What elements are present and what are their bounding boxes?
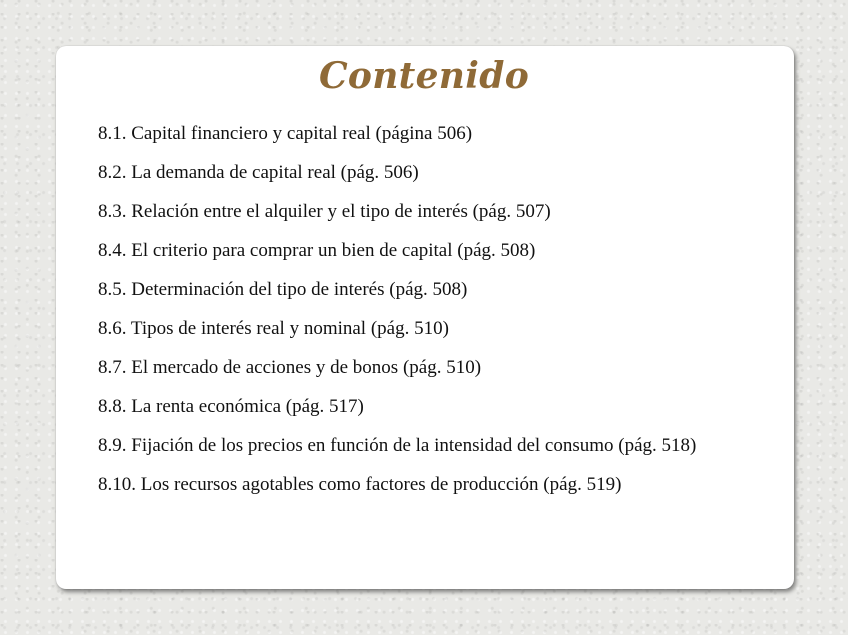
toc-item-8-1: 8.1. Capital financiero y capital real (página 506) <box>98 123 473 144</box>
toc-item-8-5: 8.5. Determinación del tipo de interés (pág. 508) <box>98 279 468 300</box>
toc-item-8-2: 8.2. La demanda de capital real (pág. 506) <box>98 162 419 183</box>
toc-item-8-9: 8.9. Fijación de los precios en función de la intensidad del consumo (pág. 518) <box>98 435 697 456</box>
slide-title: Contenido <box>318 55 530 97</box>
toc-item-8-4: 8.4. El criterio para comprar un bien de capital (pág. 508) <box>98 240 536 261</box>
toc-item-8-7: 8.7. El mercado de acciones y de bonos (pág. 510) <box>98 357 482 378</box>
toc-item-8-8: 8.8. La renta económica (pág. 517) <box>98 396 364 417</box>
table-of-contents <box>98 114 696 504</box>
toc-item-8-10: 8.10. Los recursos agotables como factores de producción (pág. 519) <box>98 474 622 495</box>
toc-item-8-3: 8.3. Relación entre el alquiler y el tipo de interés (pág. 507) <box>98 201 551 222</box>
toc-item-8-6: 8.6. Tipos de interés real y nominal (pág. 510) <box>98 318 449 339</box>
